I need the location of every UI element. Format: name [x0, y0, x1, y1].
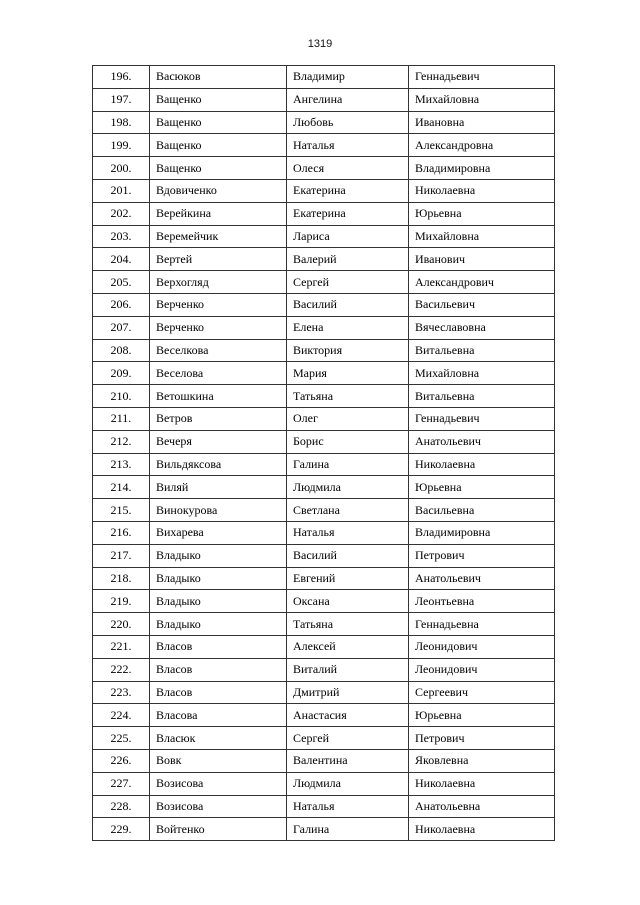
patronymic-cell: Геннадьевич [409, 66, 555, 89]
last-name-cell: Верхогляд [150, 271, 287, 294]
table-row [93, 635, 555, 658]
last-name-cell: Ващенко [150, 111, 287, 134]
last-name-cell: Веселова [150, 362, 287, 385]
patronymic-cell: Васильевна [409, 499, 555, 522]
table-row [93, 795, 555, 818]
table-row [93, 567, 555, 590]
patronymic-cell: Анатольевна [409, 795, 555, 818]
table-row [93, 225, 555, 248]
first-name-cell: Наталья [287, 521, 409, 544]
table-row [93, 749, 555, 772]
patronymic-cell: Николаевна [409, 453, 555, 476]
first-name-cell: Наталья [287, 795, 409, 818]
patronymic-cell: Юрьевна [409, 476, 555, 499]
first-name-cell: Анастасия [287, 704, 409, 727]
first-name-cell: Оксана [287, 590, 409, 613]
row-number-cell: 201. [93, 179, 150, 202]
last-name-cell: Владыко [150, 544, 287, 567]
patronymic-cell: Петрович [409, 544, 555, 567]
last-name-cell: Владыко [150, 613, 287, 636]
first-name-cell: Василий [287, 293, 409, 316]
first-name-cell: Олеся [287, 157, 409, 180]
patronymic-cell: Михайловна [409, 225, 555, 248]
page-number: 1319 [307, 38, 333, 50]
first-name-cell: Татьяна [287, 385, 409, 408]
first-name-cell: Лариса [287, 225, 409, 248]
last-name-cell: Васюков [150, 66, 287, 89]
last-name-cell: Верейкина [150, 202, 287, 225]
patronymic-cell: Леонидович [409, 658, 555, 681]
table-row [93, 88, 555, 111]
first-name-cell: Светлана [287, 499, 409, 522]
first-name-cell: Сергей [287, 727, 409, 750]
patronymic-cell: Владимировна [409, 521, 555, 544]
patronymic-cell: Иванович [409, 248, 555, 271]
patronymic-cell: Александровна [409, 134, 555, 157]
row-number-cell: 196. [93, 66, 150, 89]
patronymic-cell: Владимировна [409, 157, 555, 180]
last-name-cell: Веселкова [150, 339, 287, 362]
row-number-cell: 220. [93, 613, 150, 636]
row-number-cell: 216. [93, 521, 150, 544]
names-table [92, 65, 555, 841]
first-name-cell: Любовь [287, 111, 409, 134]
first-name-cell: Наталья [287, 134, 409, 157]
row-number-cell: 212. [93, 430, 150, 453]
row-number-cell: 225. [93, 727, 150, 750]
row-number-cell: 206. [93, 293, 150, 316]
table-row [93, 271, 555, 294]
last-name-cell: Ветошкина [150, 385, 287, 408]
row-number-cell: 221. [93, 635, 150, 658]
row-number-cell: 203. [93, 225, 150, 248]
first-name-cell: Людмила [287, 772, 409, 795]
table-row [93, 339, 555, 362]
table-row [93, 157, 555, 180]
table-row [93, 362, 555, 385]
table-row [93, 476, 555, 499]
last-name-cell: Войтенко [150, 818, 287, 841]
last-name-cell: Владыко [150, 590, 287, 613]
row-number-cell: 214. [93, 476, 150, 499]
table-row [93, 772, 555, 795]
first-name-cell: Евгений [287, 567, 409, 590]
row-number-cell: 198. [93, 111, 150, 134]
last-name-cell: Власова [150, 704, 287, 727]
row-number-cell: 213. [93, 453, 150, 476]
patronymic-cell: Анатольевич [409, 567, 555, 590]
patronymic-cell: Юрьевна [409, 704, 555, 727]
last-name-cell: Вертей [150, 248, 287, 271]
last-name-cell: Вихарева [150, 521, 287, 544]
first-name-cell: Дмитрий [287, 681, 409, 704]
patronymic-cell: Яковлевна [409, 749, 555, 772]
table-row [93, 658, 555, 681]
patronymic-cell: Витальевна [409, 339, 555, 362]
patronymic-cell: Николаевна [409, 818, 555, 841]
last-name-cell: Вечеря [150, 430, 287, 453]
first-name-cell: Сергей [287, 271, 409, 294]
patronymic-cell: Александрович [409, 271, 555, 294]
table-row [93, 179, 555, 202]
last-name-cell: Ващенко [150, 157, 287, 180]
table-row [93, 818, 555, 841]
patronymic-cell: Михайловна [409, 362, 555, 385]
table-row [93, 248, 555, 271]
last-name-cell: Власюк [150, 727, 287, 750]
row-number-cell: 224. [93, 704, 150, 727]
last-name-cell: Вильдяксова [150, 453, 287, 476]
last-name-cell: Вовк [150, 749, 287, 772]
row-number-cell: 227. [93, 772, 150, 795]
row-number-cell: 218. [93, 567, 150, 590]
last-name-cell: Винокурова [150, 499, 287, 522]
last-name-cell: Власов [150, 681, 287, 704]
patronymic-cell: Витальевна [409, 385, 555, 408]
first-name-cell: Екатерина [287, 202, 409, 225]
row-number-cell: 226. [93, 749, 150, 772]
last-name-cell: Ващенко [150, 134, 287, 157]
first-name-cell: Галина [287, 818, 409, 841]
patronymic-cell: Николаевна [409, 179, 555, 202]
row-number-cell: 229. [93, 818, 150, 841]
row-number-cell: 200. [93, 157, 150, 180]
table-row [93, 134, 555, 157]
first-name-cell: Мария [287, 362, 409, 385]
row-number-cell: 199. [93, 134, 150, 157]
row-number-cell: 202. [93, 202, 150, 225]
first-name-cell: Елена [287, 316, 409, 339]
last-name-cell: Ващенко [150, 88, 287, 111]
patronymic-cell: Михайловна [409, 88, 555, 111]
first-name-cell: Борис [287, 430, 409, 453]
patronymic-cell: Анатольевич [409, 430, 555, 453]
table-row [93, 111, 555, 134]
table-row [93, 316, 555, 339]
row-number-cell: 204. [93, 248, 150, 271]
table-row [93, 407, 555, 430]
table-row [93, 202, 555, 225]
row-number-cell: 215. [93, 499, 150, 522]
table-row [93, 704, 555, 727]
table-row [93, 453, 555, 476]
patronymic-cell: Васильевич [409, 293, 555, 316]
first-name-cell: Людмила [287, 476, 409, 499]
last-name-cell: Вдовиченко [150, 179, 287, 202]
table-row [93, 544, 555, 567]
last-name-cell: Власов [150, 658, 287, 681]
table-row [93, 499, 555, 522]
last-name-cell: Веремейчик [150, 225, 287, 248]
patronymic-cell: Леонтьевна [409, 590, 555, 613]
patronymic-cell: Николаевна [409, 772, 555, 795]
row-number-cell: 209. [93, 362, 150, 385]
row-number-cell: 207. [93, 316, 150, 339]
table-row [93, 590, 555, 613]
patronymic-cell: Вячеславовна [409, 316, 555, 339]
first-name-cell: Василий [287, 544, 409, 567]
first-name-cell: Олег [287, 407, 409, 430]
first-name-cell: Ангелина [287, 88, 409, 111]
table-row [93, 521, 555, 544]
patronymic-cell: Юрьевна [409, 202, 555, 225]
patronymic-cell: Ивановна [409, 111, 555, 134]
row-number-cell: 219. [93, 590, 150, 613]
row-number-cell: 217. [93, 544, 150, 567]
first-name-cell: Виталий [287, 658, 409, 681]
last-name-cell: Возисова [150, 772, 287, 795]
patronymic-cell: Петрович [409, 727, 555, 750]
patronymic-cell: Сергеевич [409, 681, 555, 704]
table-row [93, 681, 555, 704]
last-name-cell: Возисова [150, 795, 287, 818]
row-number-cell: 223. [93, 681, 150, 704]
last-name-cell: Ветров [150, 407, 287, 430]
first-name-cell: Галина [287, 453, 409, 476]
row-number-cell: 205. [93, 271, 150, 294]
table-row [93, 613, 555, 636]
last-name-cell: Власов [150, 635, 287, 658]
last-name-cell: Верченко [150, 293, 287, 316]
table-row [93, 727, 555, 750]
row-number-cell: 228. [93, 795, 150, 818]
first-name-cell: Екатерина [287, 179, 409, 202]
names-table-body [93, 66, 555, 841]
first-name-cell: Виктория [287, 339, 409, 362]
table-row [93, 293, 555, 316]
row-number-cell: 197. [93, 88, 150, 111]
table-row [93, 385, 555, 408]
last-name-cell: Владыко [150, 567, 287, 590]
first-name-cell: Алексей [287, 635, 409, 658]
first-name-cell: Татьяна [287, 613, 409, 636]
row-number-cell: 222. [93, 658, 150, 681]
first-name-cell: Владимир [287, 66, 409, 89]
table-row [93, 66, 555, 89]
last-name-cell: Верченко [150, 316, 287, 339]
row-number-cell: 211. [93, 407, 150, 430]
table-row [93, 430, 555, 453]
patronymic-cell: Геннадьевич [409, 407, 555, 430]
first-name-cell: Валентина [287, 749, 409, 772]
patronymic-cell: Геннадьевна [409, 613, 555, 636]
first-name-cell: Валерий [287, 248, 409, 271]
row-number-cell: 210. [93, 385, 150, 408]
patronymic-cell: Леонидович [409, 635, 555, 658]
row-number-cell: 208. [93, 339, 150, 362]
last-name-cell: Виляй [150, 476, 287, 499]
